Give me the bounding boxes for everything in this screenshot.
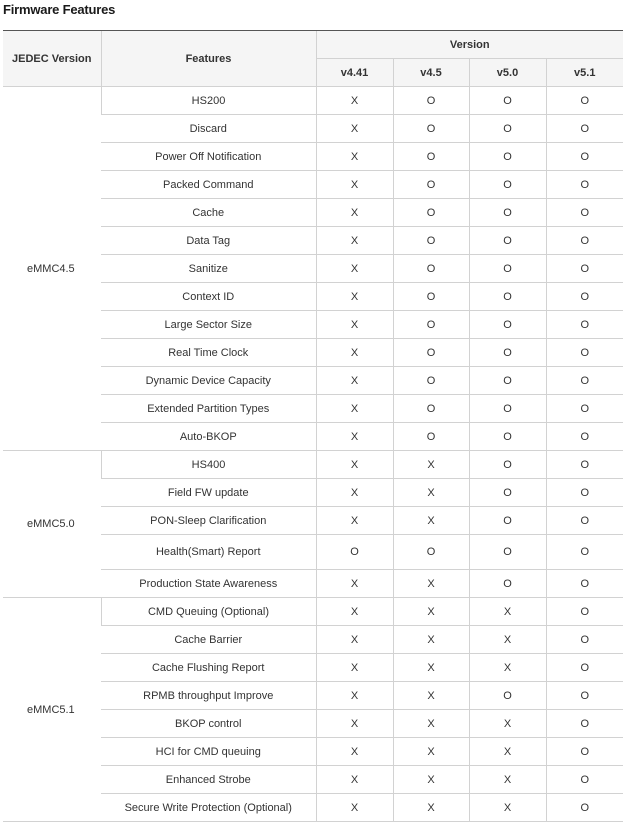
support-cell-v50: O [469, 535, 546, 570]
feature-cell: Data Tag [101, 227, 316, 255]
support-cell-v441: X [316, 451, 393, 479]
support-cell-v51: O [546, 479, 623, 507]
support-cell-v51: O [546, 570, 623, 598]
support-cell-v45: X [393, 479, 469, 507]
support-cell-v50: O [469, 507, 546, 535]
support-cell-v441: X [316, 507, 393, 535]
support-cell-v51: O [546, 227, 623, 255]
feature-cell: Cache Flushing Report [101, 654, 316, 682]
support-cell-v441: X [316, 479, 393, 507]
support-cell-v441: X [316, 339, 393, 367]
support-cell-v441: X [316, 794, 393, 822]
support-cell-v50: O [469, 115, 546, 143]
support-cell-v51: O [546, 255, 623, 283]
support-cell-v441: X [316, 626, 393, 654]
table-row [3, 87, 623, 115]
feature-cell: Sanitize [101, 255, 316, 283]
feature-cell: Extended Partition Types [101, 395, 316, 423]
support-cell-v45: O [393, 311, 469, 339]
support-cell-v45: X [393, 654, 469, 682]
support-cell-v441: X [316, 570, 393, 598]
support-cell-v441: X [316, 395, 393, 423]
support-cell-v45: X [393, 598, 469, 626]
support-cell-v50: O [469, 283, 546, 311]
support-cell-v45: O [393, 87, 469, 115]
support-cell-v50: O [469, 255, 546, 283]
feature-cell: Enhanced Strobe [101, 766, 316, 794]
support-cell-v441: X [316, 766, 393, 794]
support-cell-v45: O [393, 227, 469, 255]
support-cell-v51: O [546, 682, 623, 710]
support-cell-v45: X [393, 682, 469, 710]
feature-cell: Packed Command [101, 171, 316, 199]
support-cell-v441: X [316, 227, 393, 255]
support-cell-v51: O [546, 115, 623, 143]
page-title: Firmware Features [3, 2, 116, 17]
jedec-version-cell: eMMC4.5 [3, 87, 101, 451]
support-cell-v51: O [546, 395, 623, 423]
support-cell-v45: O [393, 367, 469, 395]
feature-cell: Dynamic Device Capacity [101, 367, 316, 395]
support-cell-v50: O [469, 171, 546, 199]
support-cell-v45: O [393, 535, 469, 570]
feature-cell: BKOP control [101, 710, 316, 738]
support-cell-v441: X [316, 283, 393, 311]
feature-cell: Cache Barrier [101, 626, 316, 654]
support-cell-v441: X [316, 143, 393, 171]
support-cell-v441: X [316, 710, 393, 738]
table-header [3, 31, 623, 87]
support-cell-v51: O [546, 507, 623, 535]
support-cell-v50: X [469, 766, 546, 794]
support-cell-v51: O [546, 311, 623, 339]
support-cell-v441: X [316, 255, 393, 283]
feature-cell: Field FW update [101, 479, 316, 507]
support-cell-v51: O [546, 654, 623, 682]
header-version: Version [316, 31, 623, 59]
support-cell-v441: X [316, 367, 393, 395]
support-cell-v50: O [469, 395, 546, 423]
feature-cell: Secure Write Protection (Optional) [101, 794, 316, 822]
support-cell-v50: O [469, 339, 546, 367]
support-cell-v45: X [393, 570, 469, 598]
support-cell-v45: X [393, 451, 469, 479]
support-cell-v50: X [469, 654, 546, 682]
support-cell-v51: O [546, 283, 623, 311]
feature-cell: Cache [101, 199, 316, 227]
support-cell-v51: O [546, 423, 623, 451]
support-cell-v441: X [316, 311, 393, 339]
support-cell-v45: X [393, 710, 469, 738]
feature-cell: Context ID [101, 283, 316, 311]
support-cell-v51: O [546, 367, 623, 395]
support-cell-v45: O [393, 395, 469, 423]
support-cell-v51: O [546, 451, 623, 479]
support-cell-v441: X [316, 423, 393, 451]
jedec-version-cell: eMMC5.0 [3, 451, 101, 598]
header-version-v441: v4.41 [316, 59, 393, 87]
support-cell-v441: O [316, 535, 393, 570]
support-cell-v50: O [469, 479, 546, 507]
support-cell-v45: O [393, 199, 469, 227]
feature-cell: HS200 [101, 87, 316, 115]
support-cell-v45: O [393, 255, 469, 283]
support-cell-v45: O [393, 339, 469, 367]
firmware-features-table [3, 30, 623, 822]
feature-cell: Production State Awareness [101, 570, 316, 598]
header-version-v50: v5.0 [469, 59, 546, 87]
support-cell-v51: O [546, 87, 623, 115]
support-cell-v50: O [469, 227, 546, 255]
support-cell-v51: O [546, 598, 623, 626]
support-cell-v45: X [393, 794, 469, 822]
support-cell-v50: X [469, 738, 546, 766]
header-jedec-version: JEDEC Version [3, 31, 101, 87]
support-cell-v45: X [393, 507, 469, 535]
feature-cell: Health(Smart) Report [101, 535, 316, 570]
header-version-v51: v5.1 [546, 59, 623, 87]
support-cell-v45: X [393, 626, 469, 654]
support-cell-v50: O [469, 199, 546, 227]
support-cell-v50: O [469, 143, 546, 171]
support-cell-v45: O [393, 283, 469, 311]
feature-cell: PON-Sleep Clarification [101, 507, 316, 535]
support-cell-v51: O [546, 171, 623, 199]
support-cell-v45: X [393, 766, 469, 794]
support-cell-v441: X [316, 199, 393, 227]
support-cell-v51: O [546, 143, 623, 171]
table-body [3, 87, 623, 822]
support-cell-v51: O [546, 794, 623, 822]
support-cell-v50: X [469, 794, 546, 822]
support-cell-v45: X [393, 738, 469, 766]
support-cell-v45: O [393, 171, 469, 199]
table-row [3, 598, 623, 626]
support-cell-v441: X [316, 115, 393, 143]
support-cell-v51: O [546, 626, 623, 654]
support-cell-v441: X [316, 654, 393, 682]
support-cell-v51: O [546, 710, 623, 738]
support-cell-v45: O [393, 143, 469, 171]
support-cell-v51: O [546, 199, 623, 227]
header-version-v45: v4.5 [393, 59, 469, 87]
support-cell-v45: O [393, 423, 469, 451]
support-cell-v51: O [546, 535, 623, 570]
support-cell-v51: O [546, 738, 623, 766]
feature-cell: HCI for CMD queuing [101, 738, 316, 766]
feature-cell: HS400 [101, 451, 316, 479]
support-cell-v441: X [316, 738, 393, 766]
support-cell-v50: O [469, 451, 546, 479]
header-features: Features [101, 31, 316, 87]
feature-cell: Auto-BKOP [101, 423, 316, 451]
support-cell-v45: O [393, 115, 469, 143]
header-row-top [3, 31, 623, 59]
support-cell-v50: X [469, 598, 546, 626]
support-cell-v50: O [469, 423, 546, 451]
support-cell-v441: X [316, 598, 393, 626]
feature-cell: Large Sector Size [101, 311, 316, 339]
support-cell-v50: O [469, 367, 546, 395]
support-cell-v50: O [469, 87, 546, 115]
support-cell-v51: O [546, 339, 623, 367]
jedec-version-cell: eMMC5.1 [3, 598, 101, 822]
support-cell-v50: X [469, 710, 546, 738]
support-cell-v441: X [316, 171, 393, 199]
feature-cell: CMD Queuing (Optional) [101, 598, 316, 626]
support-cell-v50: O [469, 311, 546, 339]
feature-cell: RPMB throughput Improve [101, 682, 316, 710]
table-row [3, 451, 623, 479]
support-cell-v441: X [316, 87, 393, 115]
support-cell-v51: O [546, 766, 623, 794]
feature-cell: Discard [101, 115, 316, 143]
support-cell-v50: X [469, 626, 546, 654]
support-cell-v441: X [316, 682, 393, 710]
feature-cell: Power Off Notification [101, 143, 316, 171]
feature-cell: Real Time Clock [101, 339, 316, 367]
support-cell-v50: O [469, 570, 546, 598]
support-cell-v50: O [469, 682, 546, 710]
